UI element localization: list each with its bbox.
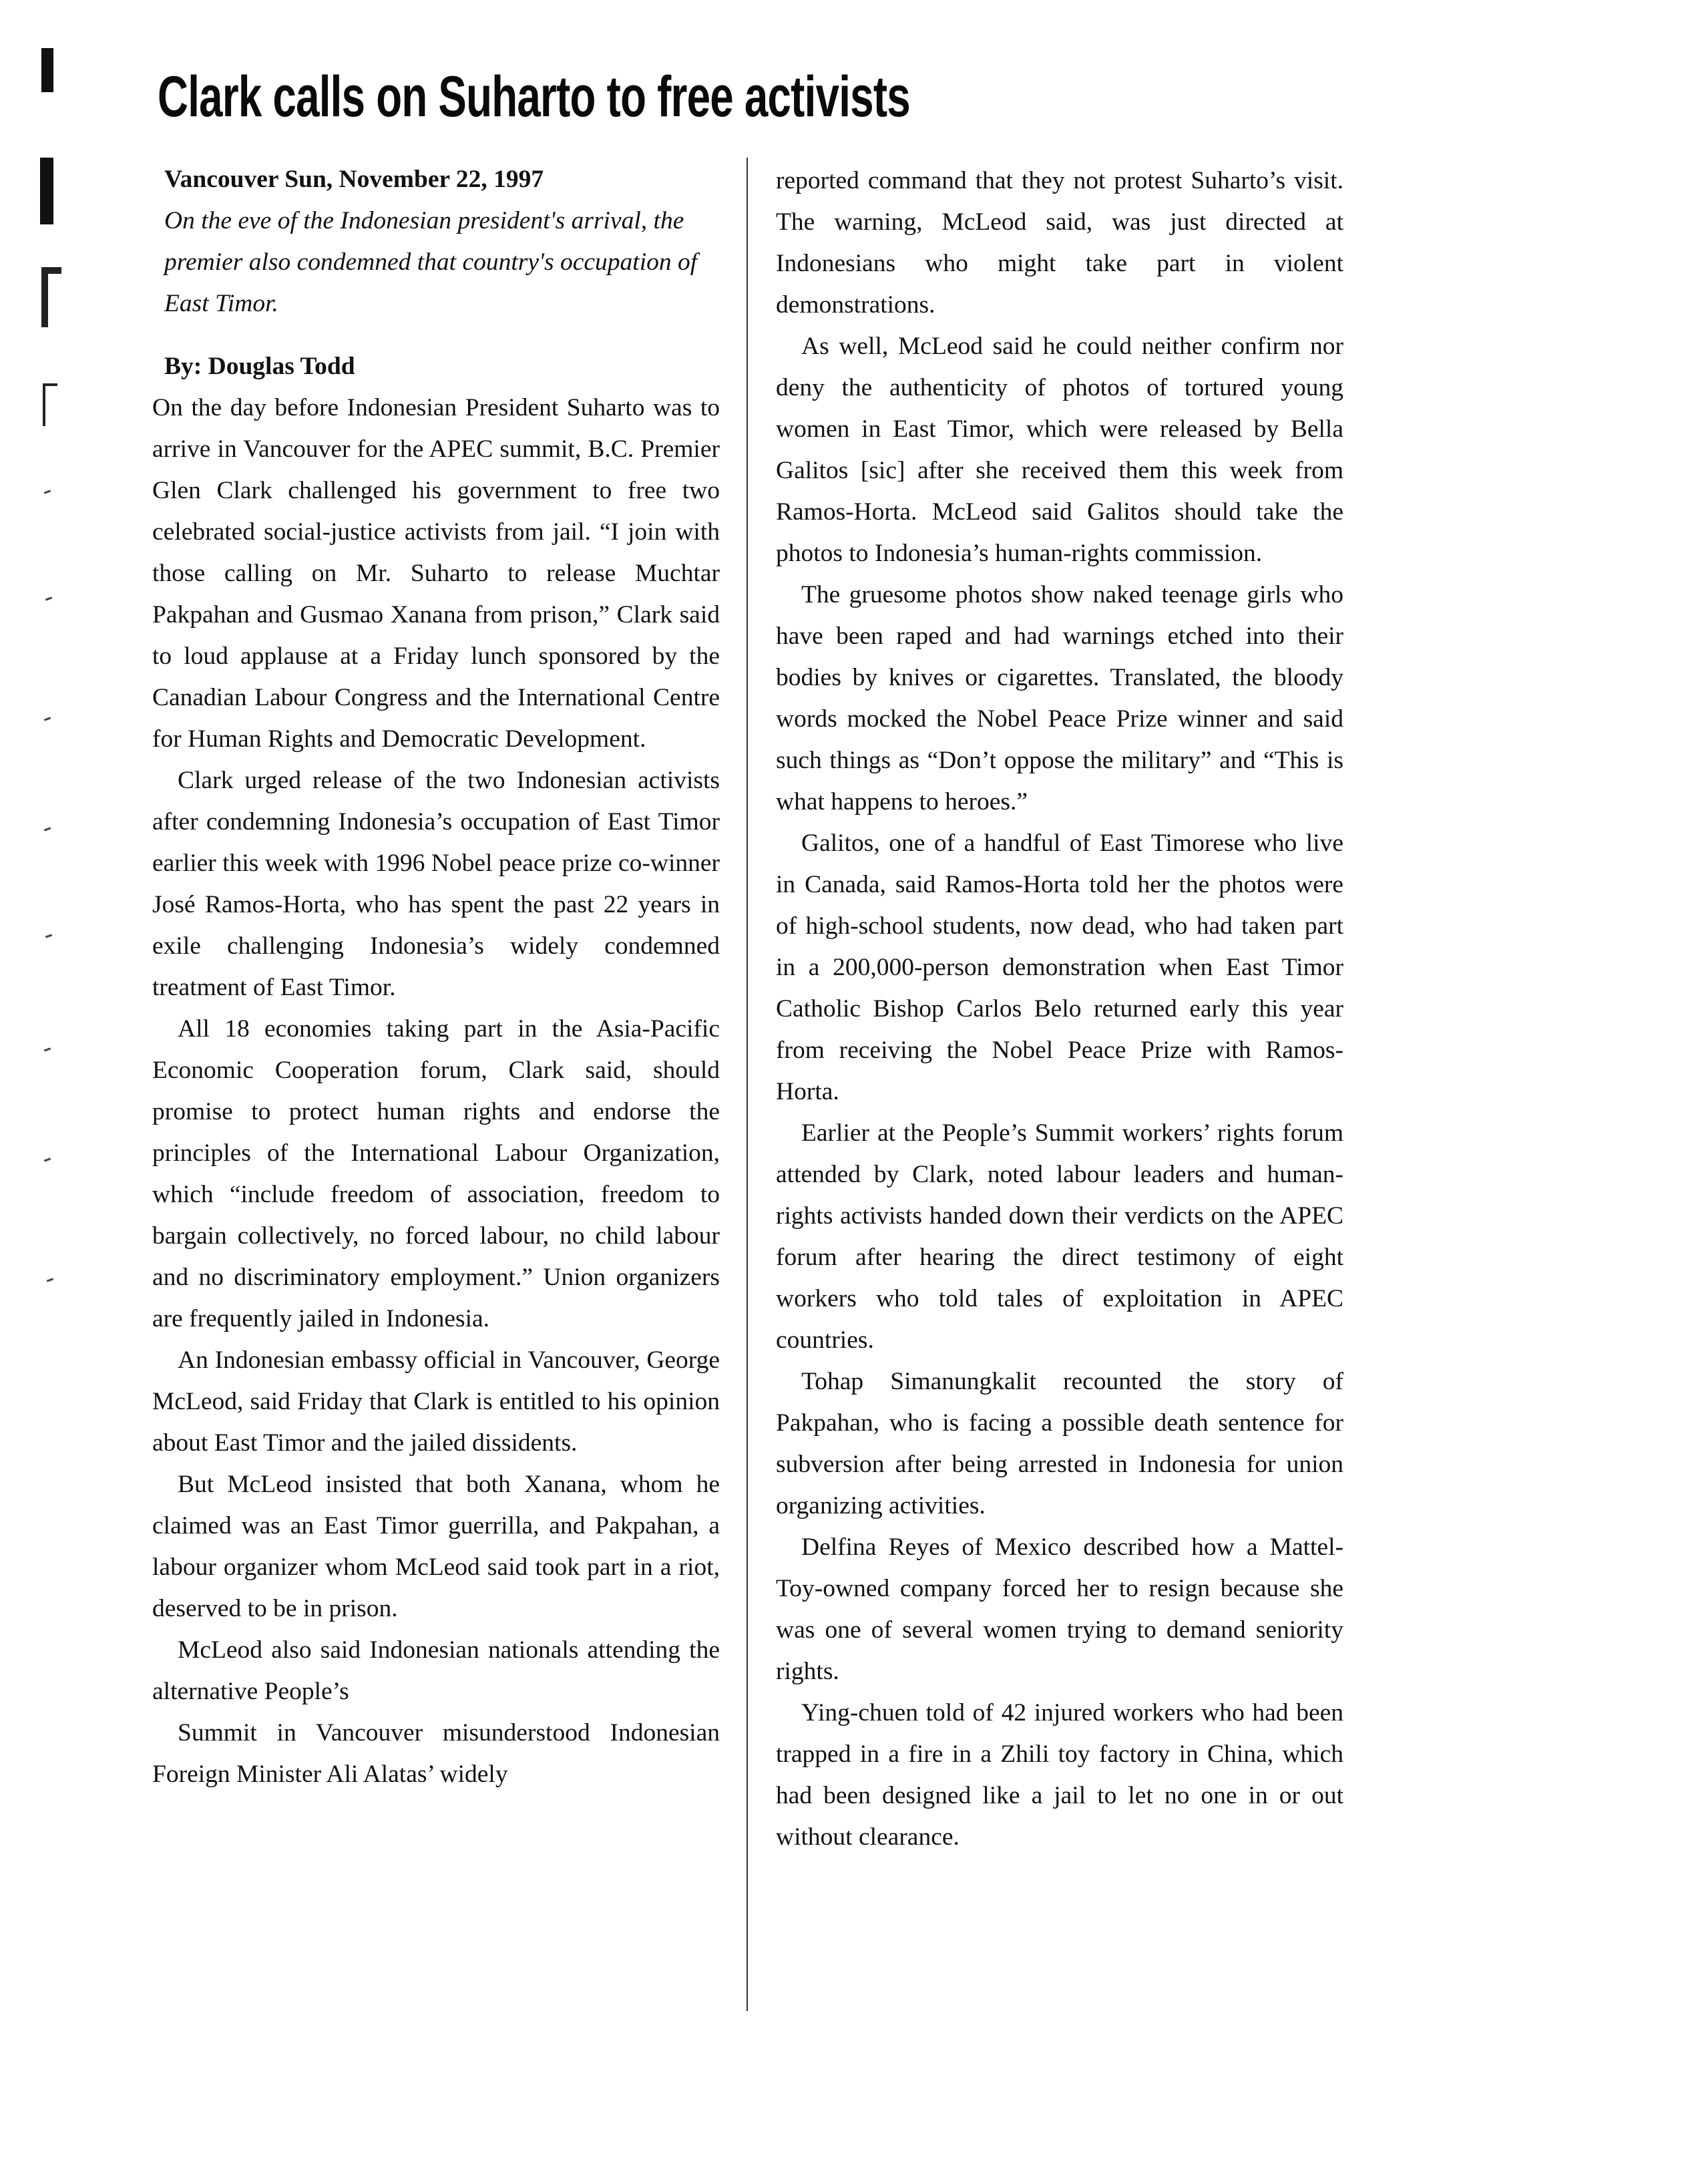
scan-edge-bracket <box>43 383 57 426</box>
column-divider <box>747 158 748 2011</box>
scan-speck <box>44 717 51 721</box>
scan-speck <box>44 1157 51 1161</box>
scan-speck <box>44 827 51 831</box>
body-paragraph: An Indonesian embassy official in Vancouver, George McLeod, said Friday that Clark is entitled to his opinion about East Timor and the jailed dissidents. <box>152 1346 720 1457</box>
source-line: Vancouver Sun, November 22, 1997 <box>164 166 544 193</box>
scan-speck <box>45 934 52 938</box>
body-paragraph: Earlier at the People’s Summit workers’ rights forum attended by Clark, noted labour leaders and human-rights activists handed down their verdicts on the APEC forum after hearing the direct testimony of eight workers who told tales of exploitation in APEC countries. <box>776 1119 1343 1354</box>
scan-speck <box>44 490 51 494</box>
scan-speck <box>47 1278 53 1282</box>
deck: On the eve of the Indonesian president's arrival, the premier also condemned that country's occupation of East Timor. <box>164 207 698 317</box>
body-paragraph: Clark urged release of the two Indonesian activists after condemning Indonesia’s occupation of East Timor earlier this week with 1996 Nobel peace prize co-winner José Ramos-Horta, who has spent the past 22 years in exile challenging Indonesia’s widely condemned treatment of East Timor. <box>152 767 720 1001</box>
body-paragraph: On the day before Indonesian President Suharto was to arrive in Vancouver for the APEC summit, B.C. Premier Glen Clark challenged his government to free two celebrated social-justice activists from jail. “I join with those calling on Mr. Suharto to release Muchtar Pakpahan and Gusmao Xanana from prison,” Clark said to loud applause at a Friday lunch sponsored by the Canadian Labour Congress and the International Centre for Human Rights and Democratic Development. <box>152 394 720 753</box>
scan-edge-mark <box>40 158 53 224</box>
scan-speck <box>44 1047 51 1051</box>
body-paragraph: Tohap Simanungkalit recounted the story of Pakpahan, who is facing a possible death sentence for subversion after being arrested in Indonesia for union organizing activities. <box>776 1368 1343 1519</box>
right-column <box>776 160 1343 1858</box>
body-paragraph: reported command that they not protest Suharto’s visit. The warning, McLeod said, was just directed at Indonesians who might take part in violent demonstrations. <box>776 167 1343 319</box>
scan-speck <box>45 596 52 600</box>
left-column <box>152 159 720 1795</box>
body-paragraph: But McLeod insisted that both Xanana, whom he claimed was an East Timor guerrilla, and Pakpahan, a labour organizer whom McLeod said took part in a riot, deserved to be in prison. <box>152 1471 720 1622</box>
body-paragraph: McLeod also said Indonesian nationals attending the alternative People’s <box>152 1636 720 1705</box>
scan-edge-mark <box>41 48 53 92</box>
headline: Clark calls on Suharto to free activists <box>158 65 910 129</box>
body-paragraph: Summit in Vancouver misunderstood Indonesian Foreign Minister Ali Alatas’ widely <box>152 1719 720 1788</box>
body-paragraph: All 18 economies taking part in the Asia-Pacific Economic Cooperation forum, Clark said, should promise to protect human rights and endorse the principles of the International Labour Organization, which “include freedom of association, freedom to bargain collectively, no forced labour, no child labour and no discriminatory employment.” Union organizers are frequently jailed in Indonesia. <box>152 1015 720 1332</box>
body-paragraph: Delfina Reyes of Mexico described how a Mattel-Toy-owned company forced her to resign because she was one of several women trying to demand seniority rights. <box>776 1533 1343 1685</box>
body-paragraph: As well, McLeod said he could neither confirm nor deny the authenticity of photos of tortured young women in East Timor, which were released by Bella Galitos [sic] after she received them this week from Ramos-Horta. McLeod said Galitos should take the photos to Indonesia’s human-rights commission. <box>776 333 1343 567</box>
scan-edge-bracket <box>41 267 61 327</box>
body-paragraph: The gruesome photos show naked teenage girls who have been raped and had warnings etched into their bodies by knives or cigarettes. Translated, the bloody words mocked the Nobel Peace Prize winner and said such things as “Don’t oppose the military” and “This is what happens to heroes.” <box>776 581 1343 815</box>
body-paragraph: Ying-chuen told of 42 injured workers who had been trapped in a fire in a Zhili toy factory in China, which had been designed like a jail to let no one in or out without clearance. <box>776 1699 1343 1851</box>
body-paragraph: Galitos, one of a handful of East Timorese who live in Canada, said Ramos-Horta told her the photos were of high-school students, now dead, who had taken part in a 200,000-person demonstration when East Timor Catholic Bishop Carlos Belo returned early this year from receiving the Nobel Peace Prize with Ramos-Horta. <box>776 830 1343 1105</box>
byline: By: Douglas Todd <box>164 353 355 380</box>
